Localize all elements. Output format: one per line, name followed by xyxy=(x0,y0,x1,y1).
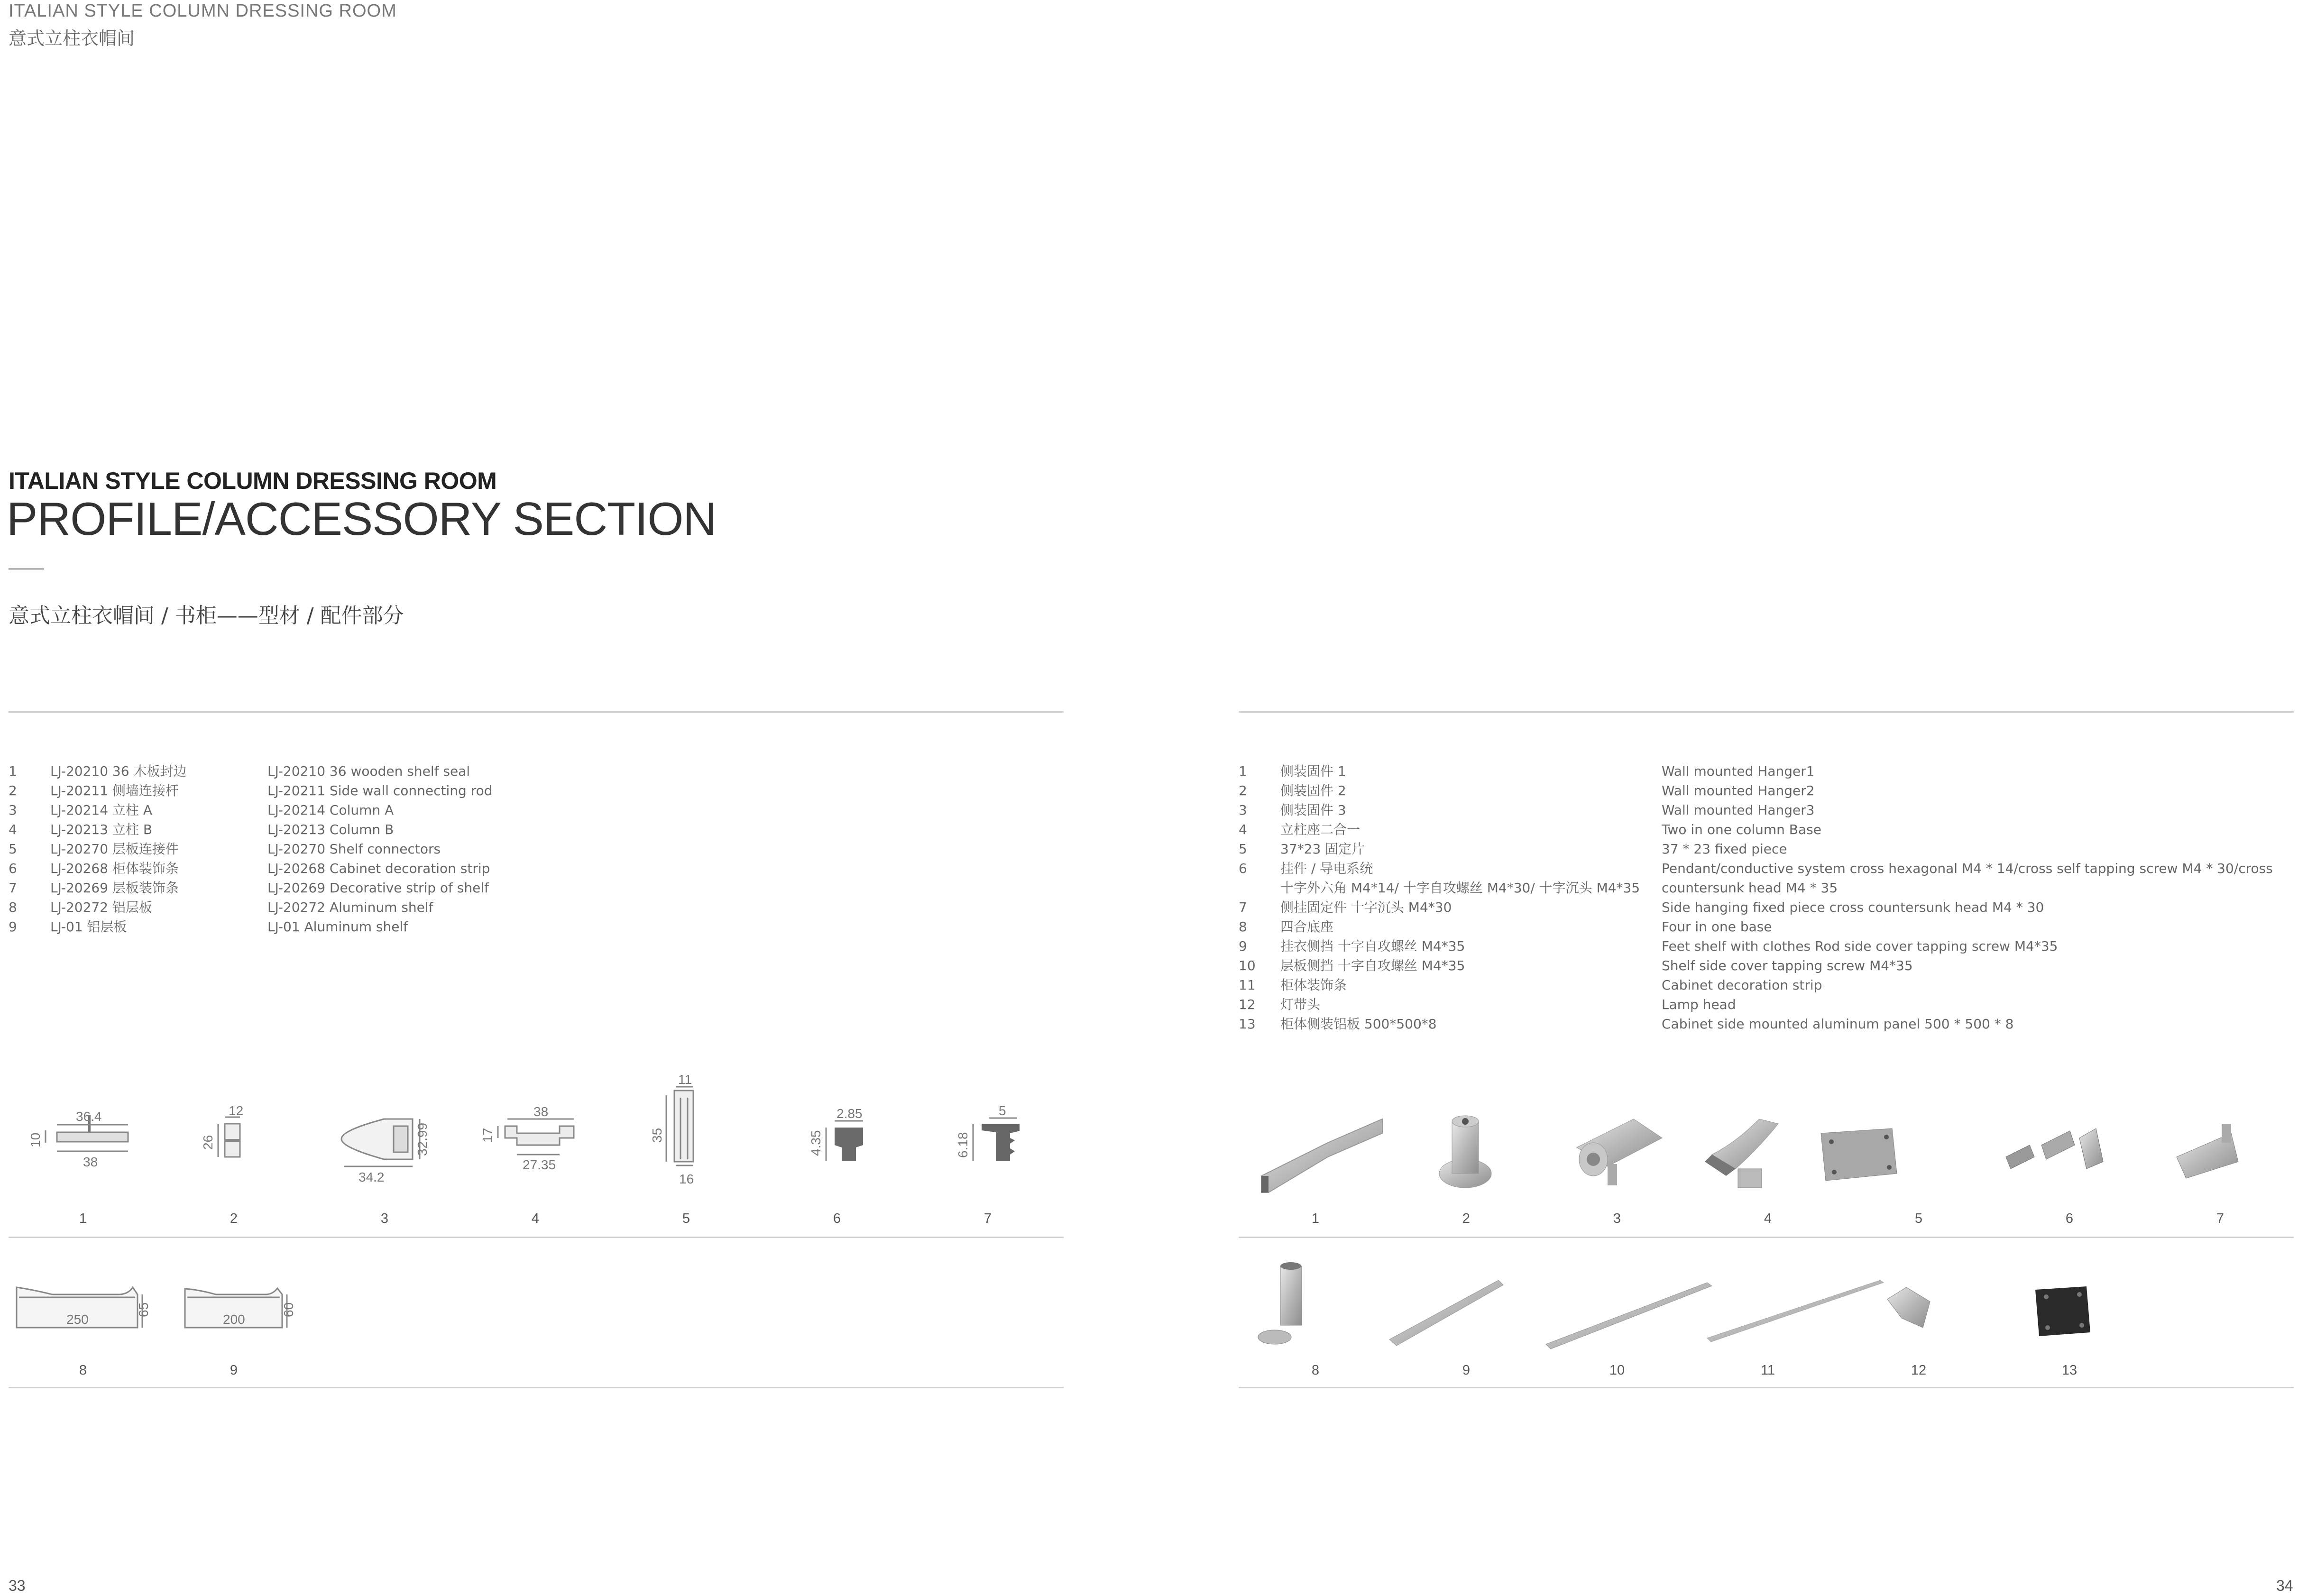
profile-caption-3: 3 xyxy=(380,1211,389,1226)
profile-caption-5: 5 xyxy=(682,1211,690,1226)
list-item: 9 挂衣侧挡 十字自攻螺丝 M4*35 Feet shelf with clothes Rod side cover tapping screw M4*35 xyxy=(1239,938,2058,954)
dim-p7-side: 6.18 xyxy=(956,1132,970,1158)
accessory-6-image xyxy=(2006,1128,2103,1169)
accessory-caption-1: 1 xyxy=(1311,1211,1320,1226)
dim-p3-side: 32.99 xyxy=(415,1122,430,1156)
profile-list xyxy=(9,761,493,936)
accessory-13-image xyxy=(2035,1286,2090,1336)
accessory-list xyxy=(1239,761,2273,1034)
profile-4-drawing xyxy=(480,1104,574,1172)
dim-p4-side: 17 xyxy=(480,1128,495,1143)
divider-right-top xyxy=(1239,711,2294,713)
dim-p2-top: 12 xyxy=(229,1103,244,1118)
page-number-right: 34 xyxy=(2276,1577,2293,1594)
page-number-left: 33 xyxy=(9,1577,26,1594)
dim-p5-top: 11 xyxy=(678,1072,692,1087)
accessory-caption-5: 5 xyxy=(1914,1211,1923,1226)
list-item: 3 侧装固件 3 Wall mounted Hanger3 xyxy=(1239,802,1815,818)
accessory-caption-9: 9 xyxy=(1462,1363,1471,1378)
dim-p5-bottom: 16 xyxy=(679,1172,694,1186)
dim-p5-side: 35 xyxy=(650,1128,664,1143)
list-item: 3 LJ-20214 立柱 A LJ-20214 Column A xyxy=(9,802,394,818)
accessory-caption-12: 12 xyxy=(1911,1363,1927,1378)
accessory-caption-10: 10 xyxy=(1609,1363,1625,1378)
accessory-caption-11: 11 xyxy=(1760,1363,1775,1378)
list-item: 7 LJ-20269 层板装饰条 LJ-20269 Decorative strip of shelf xyxy=(9,880,489,896)
accessory-4-image xyxy=(1705,1119,1778,1188)
accessory-caption-3: 3 xyxy=(1613,1211,1621,1226)
profile-caption-7: 7 xyxy=(984,1211,992,1226)
accessory-10-image xyxy=(1546,1283,1712,1349)
dim-p6-top: 2.85 xyxy=(836,1106,863,1121)
accessory-11-image xyxy=(1707,1280,1884,1342)
list-item: 2 侧装固件 2 Wall mounted Hanger2 xyxy=(1239,783,1815,798)
running-header-cn: 意式立柱衣帽间 xyxy=(9,28,135,49)
list-item: 4 LJ-20213 立柱 B LJ-20213 Column B xyxy=(9,822,394,837)
profile-7-drawing xyxy=(956,1103,1020,1161)
profile-1-drawing xyxy=(28,1109,128,1169)
accessory-7-image xyxy=(2177,1124,2238,1178)
profile-caption-4: 4 xyxy=(531,1211,540,1226)
dim-p8-bottom: 250 xyxy=(66,1312,89,1327)
profile-5-drawing xyxy=(650,1072,694,1186)
list-item: 8 四合底座 Four in one base xyxy=(1239,919,1772,935)
accessory-9-image xyxy=(1389,1280,1503,1346)
list-item: 8 LJ-20272 铝层板 LJ-20272 Aluminum shelf xyxy=(9,899,433,915)
dim-p4-top: 38 xyxy=(533,1104,549,1119)
profile-caption-9: 9 xyxy=(230,1363,238,1378)
accessory-caption-6: 6 xyxy=(2065,1211,2074,1226)
profile-6-drawing xyxy=(809,1106,863,1161)
dim-p9-side: 60 xyxy=(281,1302,296,1317)
profile-3-drawing xyxy=(341,1119,430,1184)
accessory-caption-4: 4 xyxy=(1764,1211,1772,1226)
accessory-5-image xyxy=(1821,1128,1897,1181)
section-title-small: ITALIAN STYLE COLUMN DRESSING ROOM xyxy=(9,468,497,494)
profile-9-drawing xyxy=(185,1288,296,1328)
profile-caption-6: 6 xyxy=(833,1211,841,1226)
profile-8-drawing xyxy=(17,1287,151,1328)
list-item: 7 侧挂固定件 十字沉头 M4*30 Side hanging fixed piece cross countersunk head M4 * 30 xyxy=(1239,899,2044,915)
list-item: 1 侧装固件 1 Wall mounted Hanger1 xyxy=(1239,763,1815,779)
section-subtitle-cn: 意式立柱衣帽间 / 书柜——型材 / 配件部分 xyxy=(9,604,404,628)
accessory-caption-7: 7 xyxy=(2216,1211,2224,1226)
section-title-large: PROFILE/ACCESSORY SECTION xyxy=(7,493,717,545)
dim-p6-side: 4.35 xyxy=(809,1130,823,1156)
list-item: 6 挂件 / 导电系统 Pendant/conductive system cross hexagonal M4 * 14/cross self tapping screw M4 * 30/cross xyxy=(1239,861,2273,876)
divider-left-top xyxy=(9,711,1064,713)
divider-right-bottom xyxy=(1239,1387,2294,1388)
accessory-images xyxy=(1233,1091,2298,1375)
list-item: 12 灯带头 Lamp head xyxy=(1239,997,1736,1012)
accessory-12-image xyxy=(1887,1287,1930,1328)
dim-p8-side: 65 xyxy=(136,1302,151,1317)
dim-p1-side: 10 xyxy=(28,1132,43,1147)
dim-p1-bottom: 38 xyxy=(83,1155,98,1169)
profile-caption-1: 1 xyxy=(79,1211,87,1226)
accessory-1-image xyxy=(1261,1119,1382,1192)
list-item: 5 37*23 固定片 37 * 23 fixed piece xyxy=(1239,841,1787,857)
list-item: 5 LJ-20270 层板连接件 LJ-20270 Shelf connectors xyxy=(9,841,441,857)
profile-2-drawing xyxy=(201,1103,243,1157)
list-item: 13 柜体侧装铝板 500*500*8 Cabinet side mounted aluminum panel 500 * 500 * 8 xyxy=(1239,1016,2014,1032)
list-item: 6 LJ-20268 柜体装饰条 LJ-20268 Cabinet decoration strip xyxy=(9,861,490,876)
profile-drawings xyxy=(0,1072,1072,1394)
accessory-3-image xyxy=(1577,1119,1662,1185)
list-item: 4 立柱座二合一 Two in one column Base xyxy=(1239,822,1821,837)
profile-caption-2: 2 xyxy=(230,1211,238,1226)
dim-p1-top: 36.4 xyxy=(76,1109,102,1124)
accessory-caption-8: 8 xyxy=(1311,1363,1320,1378)
list-item: 9 LJ-01 铝层板 LJ-01 Aluminum shelf xyxy=(9,919,408,935)
list-item: 1 LJ-20210 36 木板封边 LJ-20210 36 wooden shelf seal xyxy=(9,763,470,779)
dim-p9-bottom: 200 xyxy=(223,1312,245,1327)
accessory-caption-2: 2 xyxy=(1462,1211,1471,1226)
dim-p3-bottom: 34.2 xyxy=(358,1170,385,1184)
accessory-2-image xyxy=(1439,1116,1491,1188)
profile-caption-8: 8 xyxy=(79,1363,87,1378)
list-item: 11 柜体装饰条 Cabinet decoration strip xyxy=(1239,977,1822,993)
dim-p7-top: 5 xyxy=(999,1103,1006,1118)
list-item: 10 层板侧挡 十字自攻螺丝 M4*35 Shelf side cover tapping screw M4*35 xyxy=(1239,958,1913,973)
accessory-caption-13: 13 xyxy=(2061,1363,2077,1378)
list-item: 2 LJ-20211 侧墙连接杆 LJ-20211 Side wall connecting rod xyxy=(9,783,493,798)
list-item: 十字外六角 M4*14/ 十字自攻螺丝 M4*30/ 十字沉头 M4*35 countersunk head M4 * 35 xyxy=(1280,880,1838,896)
dim-p4-bottom: 27.35 xyxy=(523,1157,556,1172)
accessory-8-image xyxy=(1258,1262,1302,1344)
dim-p2-side: 26 xyxy=(201,1135,215,1150)
running-header-en: ITALIAN STYLE COLUMN DRESSING ROOM xyxy=(9,1,397,21)
